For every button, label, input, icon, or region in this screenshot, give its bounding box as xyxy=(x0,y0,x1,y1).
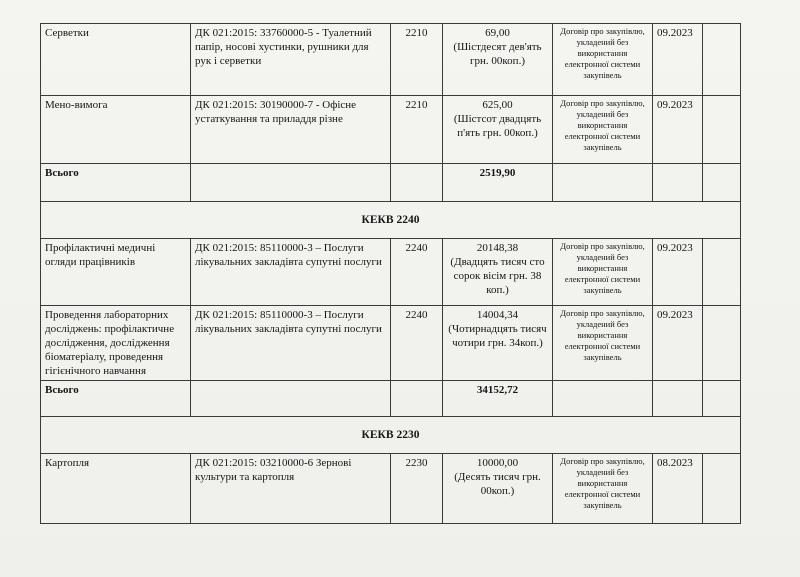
item-sum xyxy=(443,306,553,381)
empty-cell xyxy=(391,164,443,202)
section-heading: КЕКВ 2230 xyxy=(41,417,741,454)
empty-cell xyxy=(191,381,391,417)
item-sum xyxy=(443,24,553,96)
empty-cell xyxy=(553,381,653,417)
total-row xyxy=(41,381,741,417)
item-sum-words: (Чотирнадцять тисяч чотири грн. 34коп.) xyxy=(448,323,547,349)
item-kekv: 2210 xyxy=(391,24,443,96)
item-procedure: Договір про закупівлю, укладений без використання електронної системи закупівель xyxy=(553,454,653,524)
empty-cell xyxy=(391,381,443,417)
item-kekv: 2240 xyxy=(391,306,443,381)
item-kekv: 2230 xyxy=(391,454,443,524)
item-kekv: 2240 xyxy=(391,239,443,306)
item-date: 08.2023 xyxy=(653,454,703,524)
empty-cell xyxy=(703,164,741,202)
item-sum-value: 14004,34 xyxy=(476,309,519,321)
item-name: Мено-вимога xyxy=(41,96,191,164)
item-date: 09.2023 xyxy=(653,96,703,164)
item-sum xyxy=(443,96,553,164)
item-note xyxy=(703,24,741,96)
item-sum-words: (Двадцять тисяч сто сорок вісім грн. 38 коп.) xyxy=(450,256,545,296)
item-sum-value: 625,00 xyxy=(482,99,513,111)
section-heading-row xyxy=(41,202,741,239)
empty-cell xyxy=(553,164,653,202)
empty-cell xyxy=(191,164,391,202)
item-note xyxy=(703,239,741,306)
total-sum: 34152,72 xyxy=(443,381,553,417)
item-note xyxy=(703,454,741,524)
item-name: Проведення лабораторних досліджень: профілактичне дослідження, дослідження біоматеріалу, проведення гігієнічного навчання xyxy=(41,306,191,381)
item-procedure: Договір про закупівлю, укладений без використання електронної системи закупівель xyxy=(553,96,653,164)
item-sum-value: 69,00 xyxy=(485,27,510,39)
item-name: Картопля xyxy=(41,454,191,524)
item-sum-words: (Десять тисяч грн. 00коп.) xyxy=(454,471,541,497)
item-code: ДК 021:2015: 85110000-3 – Послуги лікувальних закладівта супутні послуги xyxy=(191,239,391,306)
item-note xyxy=(703,96,741,164)
total-label: Всього xyxy=(41,164,191,202)
item-procedure: Договір про закупівлю, укладений без використання електронної системи закупівель xyxy=(553,24,653,96)
item-code: ДК 021:2015: 33760000-5 - Туалетний папір, носові хустинки, рушники для рук і серветки xyxy=(191,24,391,96)
item-sum xyxy=(443,239,553,306)
item-note xyxy=(703,306,741,381)
procurement-table xyxy=(40,23,741,524)
empty-cell xyxy=(653,381,703,417)
item-date: 09.2023 xyxy=(653,24,703,96)
item-sum xyxy=(443,454,553,524)
item-sum-words: (Шістдесят дев'ять грн. 00коп.) xyxy=(453,41,542,67)
table-row xyxy=(41,239,741,306)
item-date: 09.2023 xyxy=(653,306,703,381)
item-date: 09.2023 xyxy=(653,239,703,306)
table-row xyxy=(41,96,741,164)
item-kekv: 2210 xyxy=(391,96,443,164)
item-sum-value: 10000,00 xyxy=(476,457,519,469)
item-code: ДК 021:2015: 85110000-3 – Послуги лікувальних закладівта супутні послуги xyxy=(191,306,391,381)
item-procedure: Договір про закупівлю, укладений без використання електронної системи закупівель xyxy=(553,239,653,306)
item-code: ДК 021:2015: 03210000-6 Зернові культури та картопля xyxy=(191,454,391,524)
item-procedure: Договір про закупівлю, укладений без використання електронної системи закупівель xyxy=(553,306,653,381)
table-row xyxy=(41,24,741,96)
section-heading: КЕКВ 2240 xyxy=(41,202,741,239)
item-code: ДК 021:2015: 30190000-7 - Офісне устаткування та приладдя різне xyxy=(191,96,391,164)
item-name: Профілактичні медичні огляди працівників xyxy=(41,239,191,306)
item-sum-words: (Шістсот двадцять п'ять грн. 00коп.) xyxy=(453,113,542,139)
empty-cell xyxy=(703,381,741,417)
item-name: Серветки xyxy=(41,24,191,96)
section-heading-row xyxy=(41,417,741,454)
table-row xyxy=(41,306,741,381)
table-row xyxy=(41,454,741,524)
empty-cell xyxy=(653,164,703,202)
total-label: Всього xyxy=(41,381,191,417)
item-sum-value: 20148,38 xyxy=(476,242,519,254)
total-sum: 2519,90 xyxy=(443,164,553,202)
total-row xyxy=(41,164,741,202)
